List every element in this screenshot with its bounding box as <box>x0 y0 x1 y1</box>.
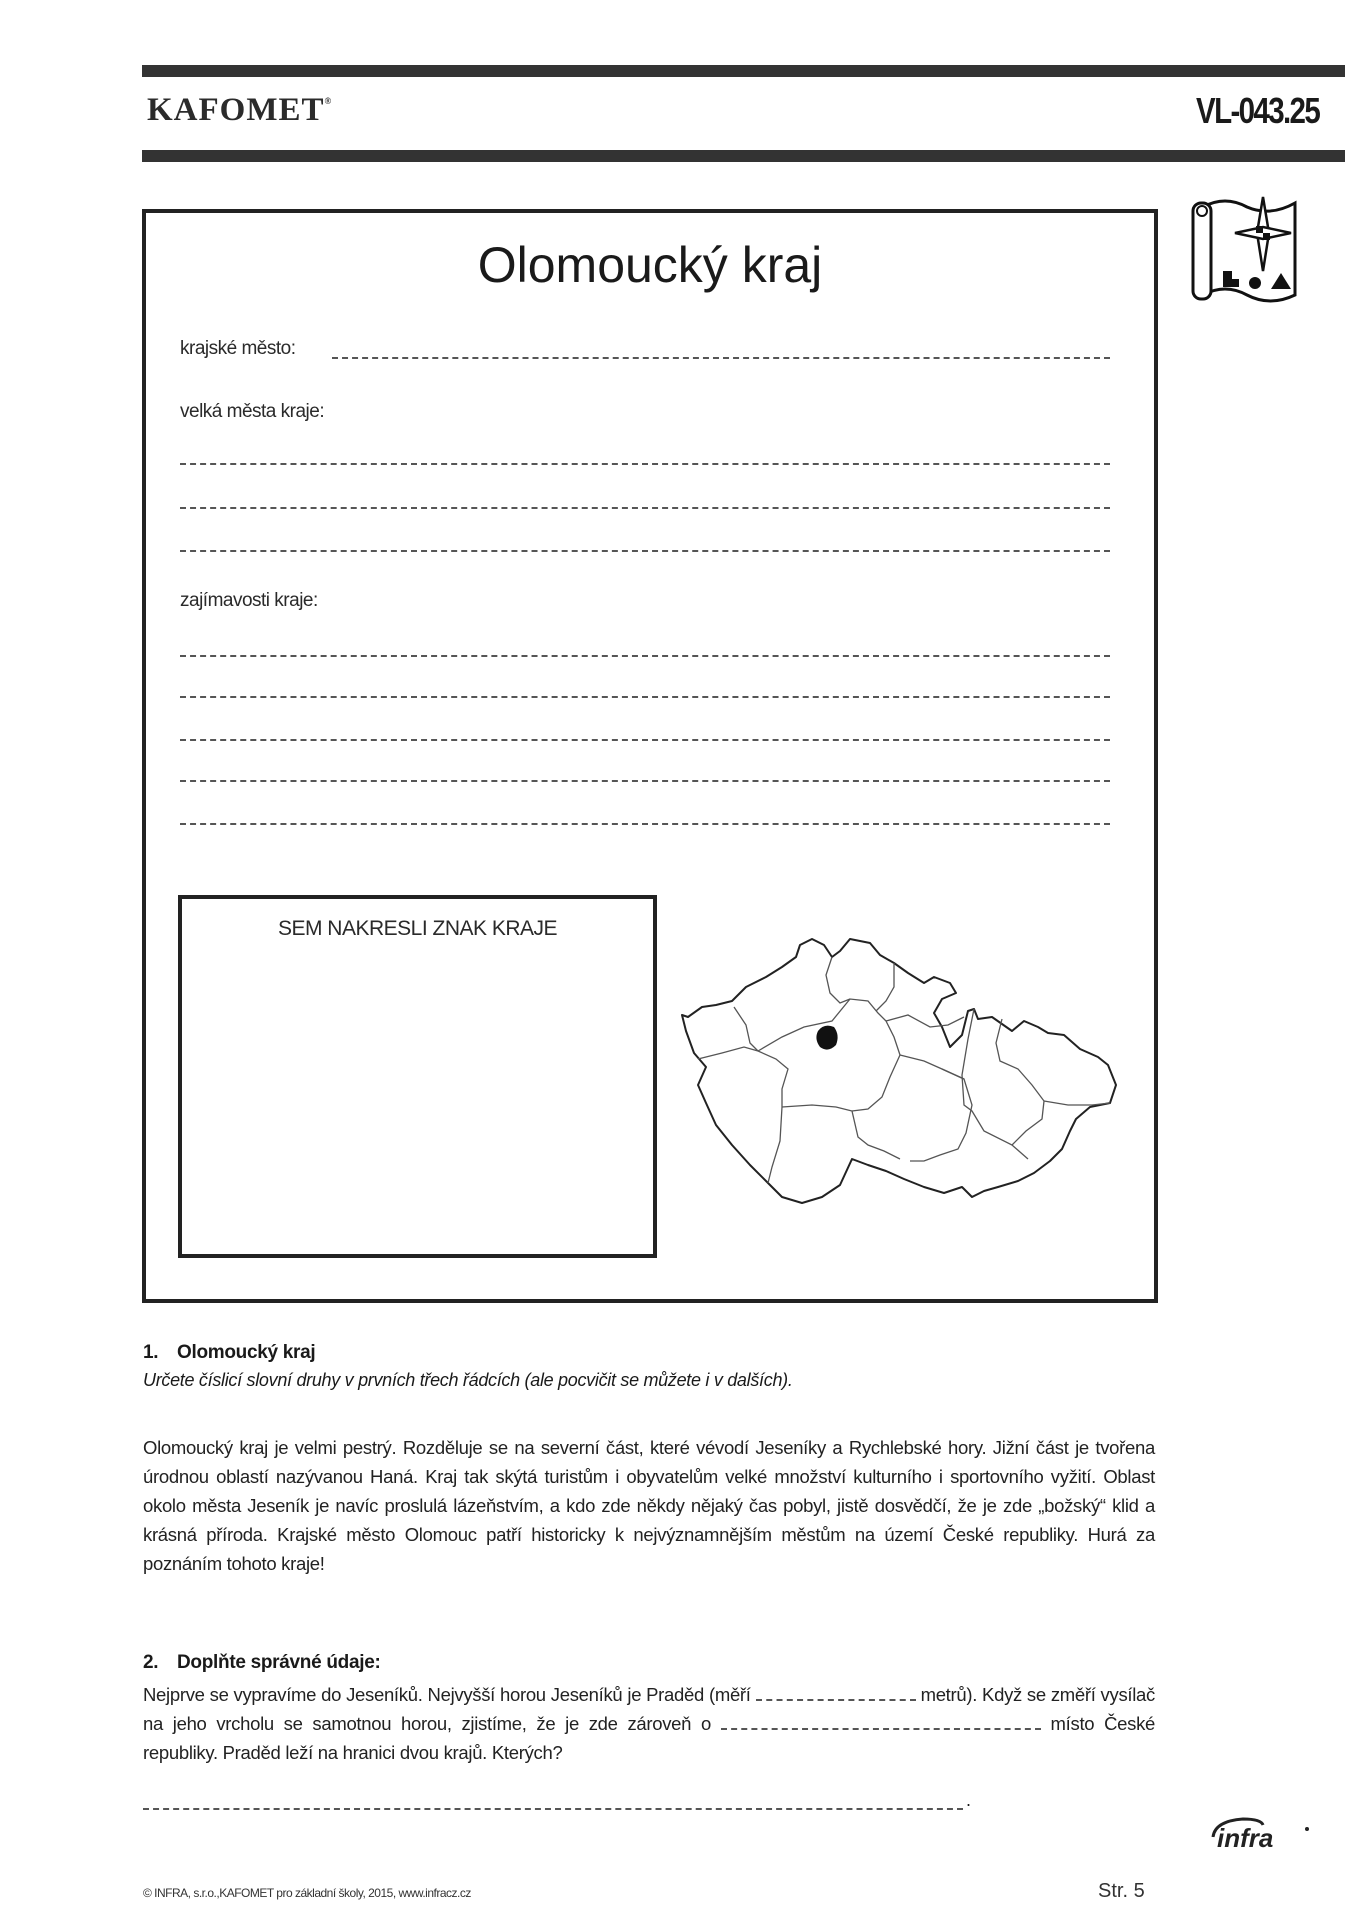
task1-number: 1. <box>143 1342 159 1363</box>
page-number: Str. 5 <box>1098 1880 1145 1902</box>
task1-heading <box>143 1342 315 1364</box>
task1-title: Olomoucký kraj <box>177 1342 316 1363</box>
map-region-border <box>942 1069 964 1079</box>
task2-text-part1: Nejprve se vypravíme do Jeseníků. Nejvyšší horou Jeseníků je Praděd (měří <box>143 1684 751 1705</box>
footer-copyright: © INFRA, s.r.o.,KAFOMET pro základní školy, 2015, www.infracz.cz <box>143 1886 471 1900</box>
regions-answer-line[interactable] <box>143 1808 963 1810</box>
task1-text: Olomoucký kraj je velmi pestrý. Rozděluje se na severní část, které vévodí Jeseníky a Rychlebské hory. Jižní část je tvořena úrodnou oblastí nazývanou Haná. Kraj tak skýtá turistům i obyvatelům velké množství kulturního i sportovního vyžití. Oblast okolo města Jeseník je navíc proslulá lázeňstvím, a kdo zde někdy nějaký čas pobyl, jistě dosvědčí, že je zde „božský“ klid a krásná příroda. Krajské město Olomouc patří historicky k nejvýznamnějším městům na území České republiky. Hurá za poznáním tohoto kraje! <box>143 1437 1155 1574</box>
attractions-answer-line[interactable] <box>180 655 1110 657</box>
header-top-rule <box>142 65 1345 77</box>
map-region-border <box>768 1107 782 1183</box>
map-region-border <box>782 1105 900 1159</box>
attractions-answer-line[interactable] <box>180 780 1110 782</box>
task2-text <box>143 1680 1155 1767</box>
map-region-border <box>876 963 894 1011</box>
map-region-border <box>996 1019 1044 1145</box>
brand-name: KAFOMET <box>147 92 325 128</box>
draw-emblem-box[interactable] <box>178 895 657 1258</box>
attractions-answer-line[interactable] <box>180 739 1110 741</box>
cities-label: velká města kraje: <box>180 401 325 422</box>
map-region-border <box>826 957 850 1003</box>
map-compass-icon <box>1185 185 1315 315</box>
rank-answer-blank[interactable] <box>721 1710 1041 1730</box>
map-region-border <box>962 1009 1028 1159</box>
worksheet-title: Olomoucký kraj <box>477 237 823 293</box>
brand-logo <box>147 92 332 129</box>
task2-text-part3: místo České republiky. Praděd leží na hranici dvou krajů. Kterých? <box>143 1713 1156 1763</box>
attractions-answer-line[interactable] <box>180 823 1110 825</box>
map-region-border <box>698 1047 788 1107</box>
task1-instruction: Určete číslicí slovní druhy v prvních třech řádcích (ale pocvičit se můžete i v dalších). <box>143 1370 793 1390</box>
task2-text-part2: metrů). Když se změří vysílač na jeho vrcholu se samotnou horou, zjistíme, že je zde zároveň o <box>143 1684 1155 1734</box>
map-region-border <box>852 1021 900 1111</box>
czech-regions-map <box>672 935 1122 1205</box>
attractions-label: zajímavosti kraje: <box>180 590 318 611</box>
infra-logo-text: infra <box>1217 1823 1274 1853</box>
capital-label: krajské město: <box>180 338 296 359</box>
map-region-border <box>734 1007 758 1051</box>
attractions-answer-line[interactable] <box>180 696 1110 698</box>
height-answer-blank[interactable] <box>756 1681 916 1701</box>
map-country-outline <box>682 939 1116 1203</box>
task2-number: 2. <box>143 1652 159 1673</box>
worksheet-code: VL-043.25 <box>1195 90 1319 131</box>
map-region-border <box>886 1015 964 1027</box>
capital-answer-line[interactable] <box>332 357 1110 359</box>
cities-answer-line[interactable] <box>180 550 1110 552</box>
map-region-border <box>900 1055 972 1161</box>
task2-heading <box>143 1652 381 1674</box>
brand-trademark: ® <box>324 96 333 106</box>
prague-highlight <box>816 1026 837 1050</box>
map-region-border <box>1044 1101 1110 1105</box>
draw-emblem-label: SEM NAKRESLI ZNAK KRAJE <box>277 917 558 940</box>
regions-answer-period: . <box>966 1790 972 1810</box>
header-bottom-rule <box>142 150 1345 162</box>
task2-title: Doplňte správné údaje: <box>177 1652 381 1673</box>
cities-answer-line[interactable] <box>180 507 1110 509</box>
cities-answer-line[interactable] <box>180 463 1110 465</box>
infra-logo <box>1203 1815 1313 1855</box>
